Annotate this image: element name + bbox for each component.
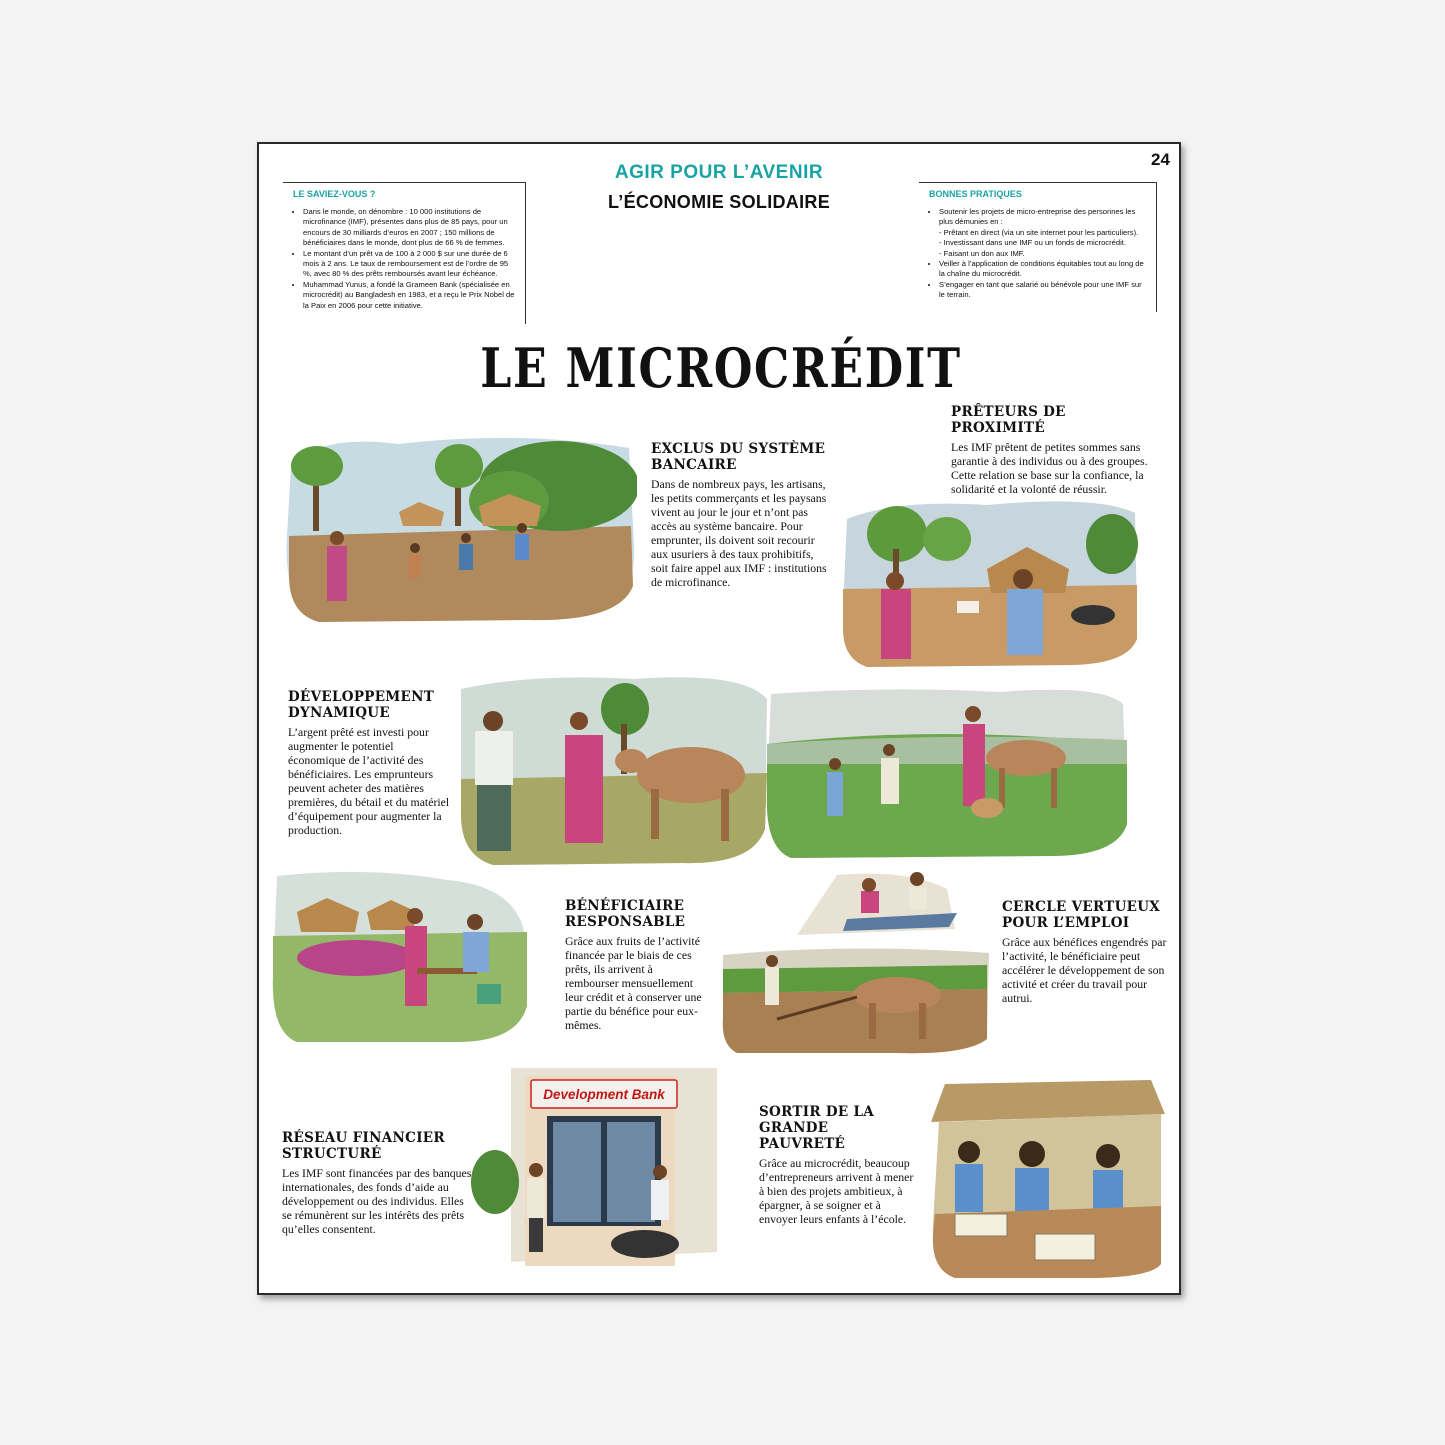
good-practices-subitem: - Prêtant en direct (via un site internet pour les particuliers). (939, 227, 1139, 237)
illustration-ploughing (717, 869, 993, 1057)
section-text: L’argent prêté est investi pour augmenter le potentiel économique de l’activité des bénéficiaires. Les emprunteurs peuvent acheter des matières premières, du bétail et du matériel d’équipement pour augmenter la production. (288, 725, 450, 837)
did-you-know-item: • Muhammad Yunus, a fondé la Grameen Bank (spécialisée en microcrédit) au Bangladesh en 1983, et a reçu le Prix Nobel de la Paix en 2006 pour cette initiative. (303, 280, 517, 311)
did-you-know-title: LE SAVIEZ-VOUS ? (293, 189, 376, 199)
section-responsible-beneficiary (565, 898, 705, 1032)
bank-sign-text: Development Bank (543, 1087, 665, 1102)
section-title: BÉNÉFICIAIRE RESPONSABLE (565, 898, 686, 930)
good-practices-item: • S’engager en tant que salarié ou bénévole pour une IMF sur le terrain. (939, 280, 1148, 301)
section-financial-network (282, 1130, 472, 1236)
illustration-field-workers (279, 426, 637, 626)
good-practices-item: • Soutenir les projets de micro-entreprise des personnes les plus démunies en : (939, 207, 1148, 228)
section-text: Grâce aux fruits de l’activité financée par le biais de ces prêts, ils arrivent à rembourser mensuellement leur crédit et à conserver une partie du bénéfice pour eux-mêmes. (565, 934, 702, 1032)
illustration-cattle-purchase (453, 669, 771, 869)
illustration-classroom (925, 1064, 1170, 1284)
poster (257, 142, 1181, 1295)
good-practices-subitem: - Investissant dans une IMF ou un fonds de microcrédit. (939, 238, 1126, 248)
illustration-group-meeting (267, 866, 532, 1044)
illustration-loan-handover (837, 489, 1142, 669)
section-text: Les IMF sont financées par des banques internationales, des fonds d’aide au développement ou des individus. Elles se rémunèrent sur les intérêts des prêts qu’elles consentent. (282, 1166, 472, 1236)
illustration-development-bank (465, 1062, 721, 1272)
theme-title: L’ÉCONOMIE SOLIDAIRE (607, 192, 831, 212)
did-you-know-item: • Le montant d’un prêt va de 100 à 2 000 $ sur une durée de 6 mois à 2 ans. Le taux de remboursement est de l’ordre de 95 %, avec 80 % des prêts remboursés avant leur échéance. (303, 249, 517, 280)
section-title: RÉSEAU FINANCIER STRUCTURÉ (282, 1130, 445, 1162)
section-title: DÉVELOPPEMENT DYNAMIQUE (288, 689, 435, 721)
did-you-know-box (283, 182, 526, 324)
section-out-of-poverty (759, 1104, 919, 1226)
good-practices-title: BONNES PRATIQUES (929, 189, 1022, 199)
section-dynamic-development (288, 689, 450, 837)
section-title: PRÊTEURS DE PROXIMITÉ (951, 404, 1066, 436)
section-title: CERCLE VERTUEUX POUR L’EMPLOI (1002, 899, 1161, 931)
illustration-field-walk (761, 684, 1133, 860)
section-text: Grâce aux bénéfices engendrés par l’activité, le bénéficiaire peut accélérer le développement de son activité et créer du travail pour autrui. (1002, 935, 1167, 1005)
section-text: Dans de nombreux pays, les artisans, les petits commerçants et les paysans vivent au jour le jour et n’ont pas accès au système bancaire. Pour emprunter, ils doivent soit recourir aux usuriers à des taux prohibitifs, soit faire appel aux IMF : institutions de microfinance. (651, 477, 827, 589)
series-title: AGIR POUR L’AVENIR (614, 162, 824, 183)
good-practices-item: • Veiller à l’application de conditions équitables tout au long de la chaîne du microcrédit. (939, 259, 1148, 280)
main-title: LE MICROCRÉDIT (480, 336, 962, 400)
good-practices-subitem: - Faisant un don aux IMF. (939, 248, 1025, 258)
section-title: SORTIR DE LA GRANDE PAUVRETÉ (759, 1104, 875, 1152)
section-title: EXCLUS DU SYSTÈME BANCAIRE (651, 441, 826, 473)
section-text: Grâce au microcrédit, beaucoup d’entrepreneurs arrivent à mener à bien des projets ambitieux, à épargner, à se soigner et à envoyer leurs enfants à l’école. (759, 1156, 914, 1226)
section-excluded (651, 441, 831, 589)
section-text: Les IMF prêtent de petites sommes sans garantie à des individus ou à des groupes. Cette relation se base sur la confiance, la solidarité et la volonté de réussir. (951, 440, 1148, 496)
did-you-know-item: • Dans le monde, on dénombre : 10 000 institutions de microfinance (IMF), présentes dans plus de 85 pays, pour un encours de 30 milliards d’euros en 2007 ; 150 millions de bénéficiaires dans le monde, dont plus de 66 % de femmes. (303, 207, 517, 249)
section-virtuous-circle (1002, 899, 1172, 1005)
good-practices-box (919, 182, 1157, 312)
page-number: 24 (1151, 150, 1170, 169)
section-local-lenders (951, 404, 1173, 496)
